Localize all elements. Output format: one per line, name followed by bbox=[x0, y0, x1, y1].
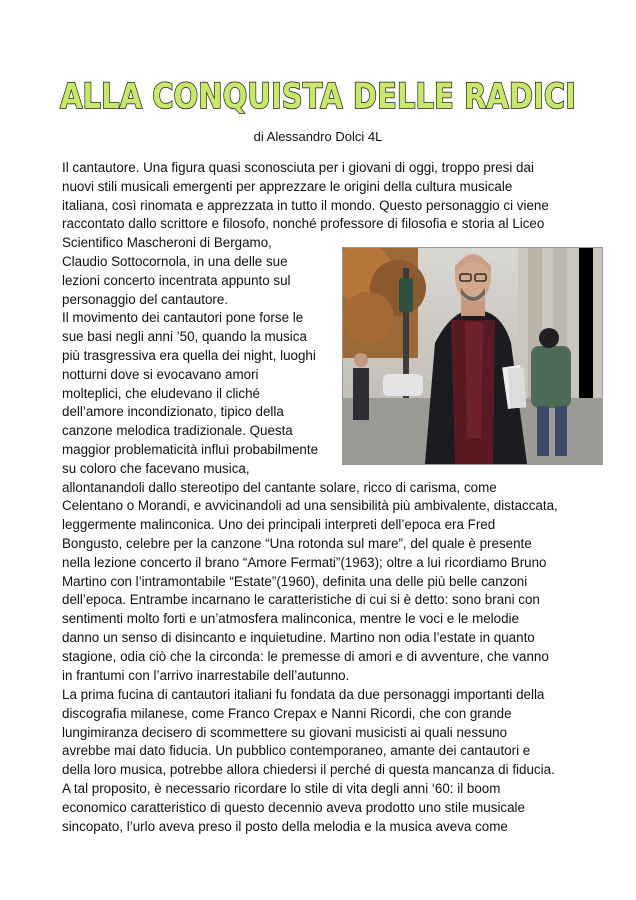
body-line: nella lezione concerto il brano “Amore Fermati”(1963); oltre a lui ricordiamo Bruno bbox=[62, 554, 547, 570]
body-line: A tal proposito, è necessario ricordare lo stile di vita degli anni ‘60: il boom bbox=[62, 781, 501, 796]
article-title-text: ALLA CONQUISTA DELLE RADICI bbox=[60, 77, 576, 116]
body-line: Scientifico Mascheroni di Bergamo, bbox=[62, 235, 272, 251]
body-line: danno un senso di disincanto e inquietudine. Martino non odia l’estate in quanto bbox=[62, 630, 535, 645]
body-line: molteplici, che eludevano il cliché bbox=[62, 385, 260, 401]
body-line: Il cantautore. Una figura quasi sconosciuta per i giovani di oggi, troppo presi dai bbox=[62, 160, 534, 175]
article-byline: di Alessandro Dolci 4L bbox=[253, 129, 383, 144]
body-line: leggermente malinconica. Uno dei principali interpreti dell’epoca era Fred bbox=[62, 517, 496, 533]
body-line: sentimenti molto forti e un’atmosfera malinconica, mentre le voci e le melodie bbox=[62, 611, 519, 627]
body-line: canzone melodica tradizionale. Questa bbox=[62, 423, 293, 439]
body-line: maggior problematicità influì probabilmente bbox=[62, 442, 319, 457]
body-line: lezioni concerto incentrata appunto sul bbox=[62, 272, 291, 288]
body-line: La prima fucina di cantautori italiani fu fondata da due personaggi importanti della bbox=[62, 687, 545, 702]
body-line: dell’epoca. Entrambe incarnano le caratteristiche di cui si è detto: sono brani con bbox=[62, 592, 540, 608]
body-line: dell’amore incondizionato, tipico della bbox=[62, 404, 284, 420]
body-line: nuovi stili musicali emergenti per apprezzare le origini della cultura musicale bbox=[62, 178, 513, 194]
body-line: economico caratteristico di questo decennio aveva prodotto uno stile musicale bbox=[62, 799, 525, 815]
body-line: notturni dove si evocavano amori bbox=[62, 366, 259, 382]
body-line: sue basi negli anni ’50, quando la musica bbox=[62, 329, 307, 345]
body-line: avrebbe mai dato fiducia. Un pubblico contemporaneo, amante dei cantautori e bbox=[62, 743, 531, 759]
body-line: personaggio del cantautore. bbox=[62, 291, 229, 307]
body-line: Claudio Sottocornola, in una delle sue bbox=[62, 254, 288, 269]
body-line: Martino con l’intramontabile “Estate”(1960), definita una delle più belle canzoni bbox=[62, 573, 528, 589]
body-line: allontanandoli dallo stereotipo del cantante solare, ricco di carisma, come bbox=[62, 479, 497, 495]
body-line: sincopato, l’urlo aveva preso il posto della melodia e la musica aveva come bbox=[62, 818, 508, 834]
body-line: più trasgressiva era quella dei night, luoghi bbox=[62, 348, 316, 363]
body-line: Il movimento dei cantautori pone forse le bbox=[62, 310, 304, 326]
body-line: della loro musica, potrebbe allora chiedersi il perché di questa mancanza di fiducia. bbox=[62, 762, 555, 778]
body-line: su coloro che facevano musica, bbox=[62, 460, 250, 476]
article-title bbox=[0, 72, 636, 116]
body-line: Bongusto, celebre per la canzone “Una rotonda sul mare”, del quale è presente bbox=[62, 536, 532, 551]
body-line: Celentano o Morandi, e avvicinandoli ad una sensibilità più ambivalente, distaccata, bbox=[62, 498, 558, 514]
author-photo bbox=[342, 247, 603, 465]
body-line: discografia milanese, come Franco Crepax e Nanni Ricordi, che con grande bbox=[62, 705, 512, 721]
body-line: italiana, così rinomata e apprezzata in tutto il mondo. Questo personaggio ci viene bbox=[62, 197, 549, 213]
body-line: in frantumi con l’arrivo inarrestabile dell’autunno. bbox=[62, 667, 350, 683]
body-line: raccontato dallo scrittore e filosofo, nonché professore di filosofia e storia al Liceo bbox=[62, 216, 545, 232]
body-line: lungimiranza decisero di scommettere su giovani musicisti ai quali nessuno bbox=[62, 724, 508, 740]
body-line: stagione, odia ciò che la circonda: le premesse di amori e di avventure, che vanno bbox=[62, 648, 549, 664]
